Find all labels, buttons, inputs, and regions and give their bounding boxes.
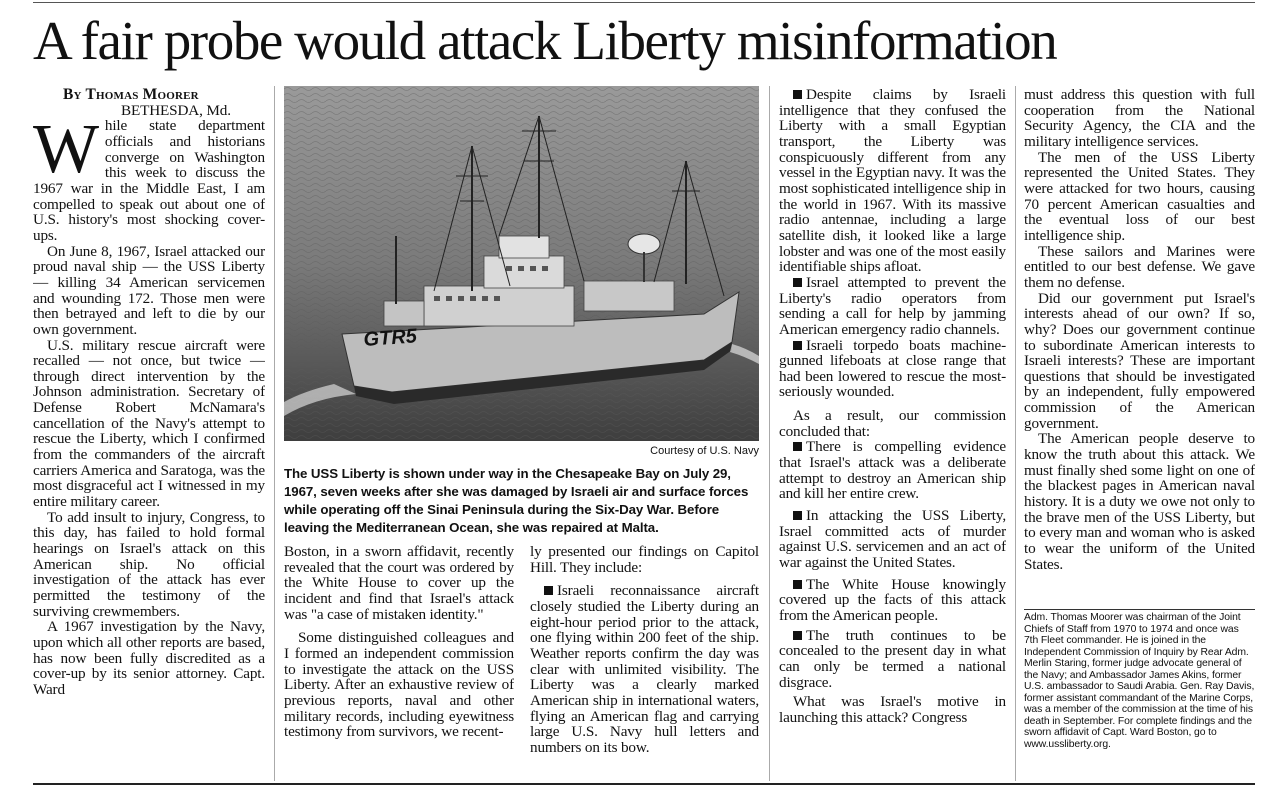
paragraph-text: Despite claims by Israeli intelligence that they confused the Liberty with a small Egyptian transport, the Liberty was conspicuously different from any vessel in the Egyptian navy. It was the most sophisticated intelligence ship in the world in 1967. With its massive radio antennae, including a large satellite dish, it looked like a large lobster and was one of the most easily identifiable ships afloat.: [779, 87, 1006, 276]
bullet-icon: [793, 442, 802, 451]
paragraph: Did our government put Israel's interests ahead of our own? If so, why? Does our government continue to subordinate American interests to Israeli interests? These are important questions that should be investigated by an independent, fully empowered commission of the American government.: [1024, 289, 1255, 432]
column-3: [530, 544, 759, 783]
bottom-rule: [33, 783, 1255, 785]
finding: [779, 439, 1006, 502]
column-rule: [1015, 86, 1016, 781]
finding: [779, 508, 1006, 571]
headline: A fair probe would attack Liberty misinformation: [33, 10, 1057, 71]
paragraph-text: There is compelling evidence that Israel's attack was a deliberate attempt to destroy an American ship and kill her entire crew.: [779, 438, 1006, 503]
paragraph: These sailors and Marines were entitled to our best defense. We gave them no defense.: [1024, 242, 1255, 291]
finding: [530, 583, 759, 755]
finding: [779, 628, 1006, 691]
top-rule: [33, 2, 1255, 3]
paragraph: To add insult to injury, Congress, to this day, has failed to hold formal hearings on Israel's attack on this American ship. No official investigation of the attack has ever permitted the testimony of the surviving crewmembers.: [33, 508, 265, 620]
paragraph: A 1967 investigation by the Navy, upon which all other reports are based, has now been fully discredited as a cover-up by its senior attorney. Capt. Ward: [33, 618, 265, 698]
paragraph: U.S. military rescue aircraft were recalled — not once, but twice — through direct intervention by the Johnson administration. Secretary of Defense Robert McNamara's cancellation of the Navy's attempt to rescue the Liberty, which I confirmed from the commanders of the aircraft carriers America and Saratoga, was the most disgraceful act I witnessed in my entire military career.: [33, 336, 265, 511]
finding: [779, 275, 1006, 338]
photo-caption: The USS Liberty is shown under way in the Chesapeake Bay on July 29, 1967, seven weeks after she was damaged by Israeli air and surface forces while operating off the Sinai Peninsula during the Six-Day War. Before leaving the Mediterranean Ocean, she was repaired at Malta.: [284, 466, 749, 535]
paragraph: Some distinguished colleagues and I formed an independent commission to investigate the attack on the USS Liberty. After an exhaustive review of previous reports, naval and other military records, including eyewitness testimony from survivors, we recent-: [284, 629, 514, 741]
column-rule: [769, 86, 770, 781]
bullet-icon: [544, 586, 553, 595]
paragraph: On June 8, 1967, Israel attacked our proud naval ship — the USS Liberty — killing 34 American servicemen and wounding 172. Those men were then betrayed and left to die by our own government.: [33, 242, 265, 338]
paragraph-text: In attacking the USS Liberty, Israel committed acts of murder against U.S. servicemen and an act of war against the United States.: [779, 507, 1006, 572]
bullet-icon: [793, 90, 802, 99]
column-5: [1024, 87, 1255, 605]
bullet-icon: [793, 511, 802, 520]
column-rule: [274, 86, 275, 781]
column-1: [33, 87, 265, 783]
author-bio: Adm. Thomas Moorer was chairman of the Joint Chiefs of Staff from 1970 to 1974 and once was 7th Fleet commander. He is joined in the Independent Commission of Inquiry by Rear Adm. Merlin Staring, former judge advocate general of the Navy; and Ambassador James Akins, former U.S. ambassador to Saudi Arabia. Gen. Ray Davis, former assistant commandant of the Marine Corps, was a member of the commission at the time of his death in September. For complete findings and the sworn affidavit of Capt. Ward Boston, go to www.ussliberty.org.: [1024, 609, 1255, 786]
paragraph: As a result, our commission concluded that:: [779, 407, 1006, 440]
paragraph: Boston, in a sworn affidavit, recently revealed that the court was ordered by the White House to cover up the incident and find that Israel's attack was "a case of mistaken identity.": [284, 544, 514, 623]
paragraph: The men of the USS Liberty represented the United States. They were attacked for two hours, causing 70 percent American casualties and the eventual loss of our best intelligence ship.: [1024, 148, 1255, 244]
hull-number: GTR5: [362, 325, 418, 351]
photo-credit: Courtesy of U.S. Navy: [650, 445, 759, 457]
paragraph-text: hile state department officials and historians converge on Washington this week to discuss the 1967 war in the Middle East, I am compelled to speak out about one of U.S. history's most shocking cover-ups.: [33, 117, 265, 244]
paragraph-text: The White House knowingly covered up the facts of this attack from the American people.: [779, 575, 1006, 624]
paragraph: What was Israel's motive in launching this attack? Congress: [779, 693, 1006, 726]
paragraph: The American people deserve to know the truth about this attack. We must finally shed some light on one of the blackest pages in American naval history. It is a duty we owe not only to the brave men of the USS Liberty, but to every man and woman who is asked to wear the uniform of the United States.: [1024, 430, 1255, 573]
byline: By Thomas Moorer: [63, 87, 199, 103]
paragraph-text: Israeli reconnaissance aircraft closely studied the Liberty during an eight-hour period prior to the attack, one flying within 200 feet of the ship. Weather reports confirm the day was clear with unlimited visibility. The Liberty was a clearly marked American ship in international waters, flying an American flag and carrying large U.S. Navy hull letters and numbers on its bow.: [530, 582, 759, 756]
ship-photo: [284, 86, 759, 441]
bullet-icon: [793, 631, 802, 640]
column-4: [779, 87, 1006, 783]
bullet-icon: [793, 341, 802, 350]
uss-liberty-ship-image: [284, 86, 759, 441]
lead-paragraph: [33, 111, 265, 244]
finding: [779, 338, 1006, 401]
drop-cap: W: [33, 111, 99, 189]
paragraph-text: Israel attempted to prevent the Liberty's radio operators from sending a call for help by jamming American emergency radio channels.: [779, 273, 1006, 338]
column-2: [284, 544, 514, 783]
paragraph: ly presented our findings on Capitol Hill. They include:: [530, 544, 759, 576]
dateline: BETHESDA, Md.: [121, 101, 231, 119]
paragraph-text: Israeli torpedo boats machine-gunned lifeboats at close range that had been lowered to rescue the most-seriously wounded.: [779, 336, 1006, 401]
paragraph: must address this question with full cooperation from the National Security Agency, the CIA and the military intelligence services.: [1024, 87, 1255, 150]
bullet-icon: [793, 580, 802, 589]
finding: [779, 87, 1006, 275]
bullet-icon: [793, 278, 802, 287]
paragraph-text: The truth continues to be concealed to the present day in what can only be termed a national disgrace.: [779, 626, 1006, 691]
finding: [779, 577, 1006, 624]
